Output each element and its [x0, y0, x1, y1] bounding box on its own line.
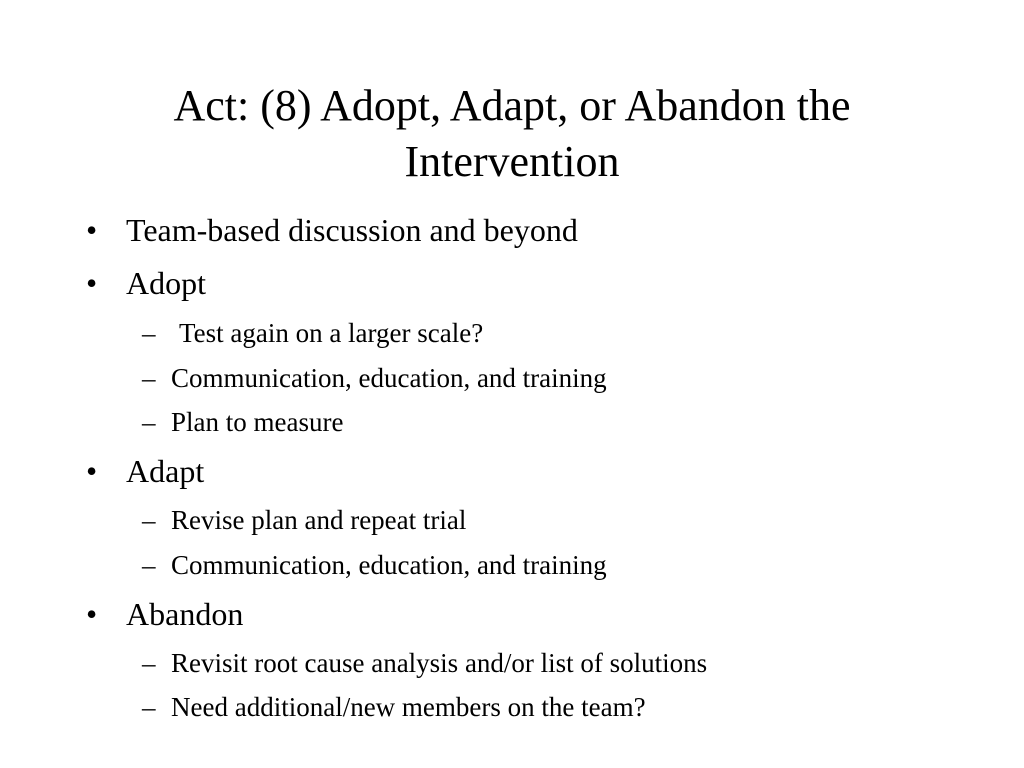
title-line-2: Intervention: [404, 137, 620, 186]
dash-marker: –: [142, 648, 156, 678]
bullet-marker: •: [86, 212, 98, 248]
list-item-text: Adopt: [126, 265, 206, 301]
dash-marker: –: [142, 407, 156, 437]
list-item-text: Abandon: [126, 596, 244, 632]
dash-marker: –: [142, 692, 156, 722]
bullet-marker: •: [86, 596, 98, 632]
sub-list-item-text: Test again on a larger scale?: [179, 318, 484, 348]
title-line-1: Act: (8) Adopt, Adapt, or Abandon the: [173, 81, 851, 130]
dash-marker: –: [142, 505, 156, 535]
bullet-marker: •: [86, 265, 98, 301]
dash-marker: –: [142, 318, 156, 348]
list-item-text: Team-based discussion and beyond: [126, 212, 578, 248]
list-item-text: Adapt: [126, 453, 205, 489]
sub-list-item-text: Need additional/new members on the team?: [171, 692, 646, 722]
dash-marker: –: [142, 550, 156, 580]
dash-marker: –: [142, 363, 156, 393]
sub-list-item-text: Plan to measure: [171, 407, 344, 437]
sub-list-item-text: Revise plan and repeat trial: [171, 505, 467, 535]
sub-list-item-text: Communication, education, and training: [171, 363, 607, 393]
sub-list-item-text: Communication, education, and training: [171, 550, 607, 580]
bullet-marker: •: [86, 453, 98, 489]
sub-list-item-text: Revisit root cause analysis and/or list of solutions: [171, 648, 708, 678]
